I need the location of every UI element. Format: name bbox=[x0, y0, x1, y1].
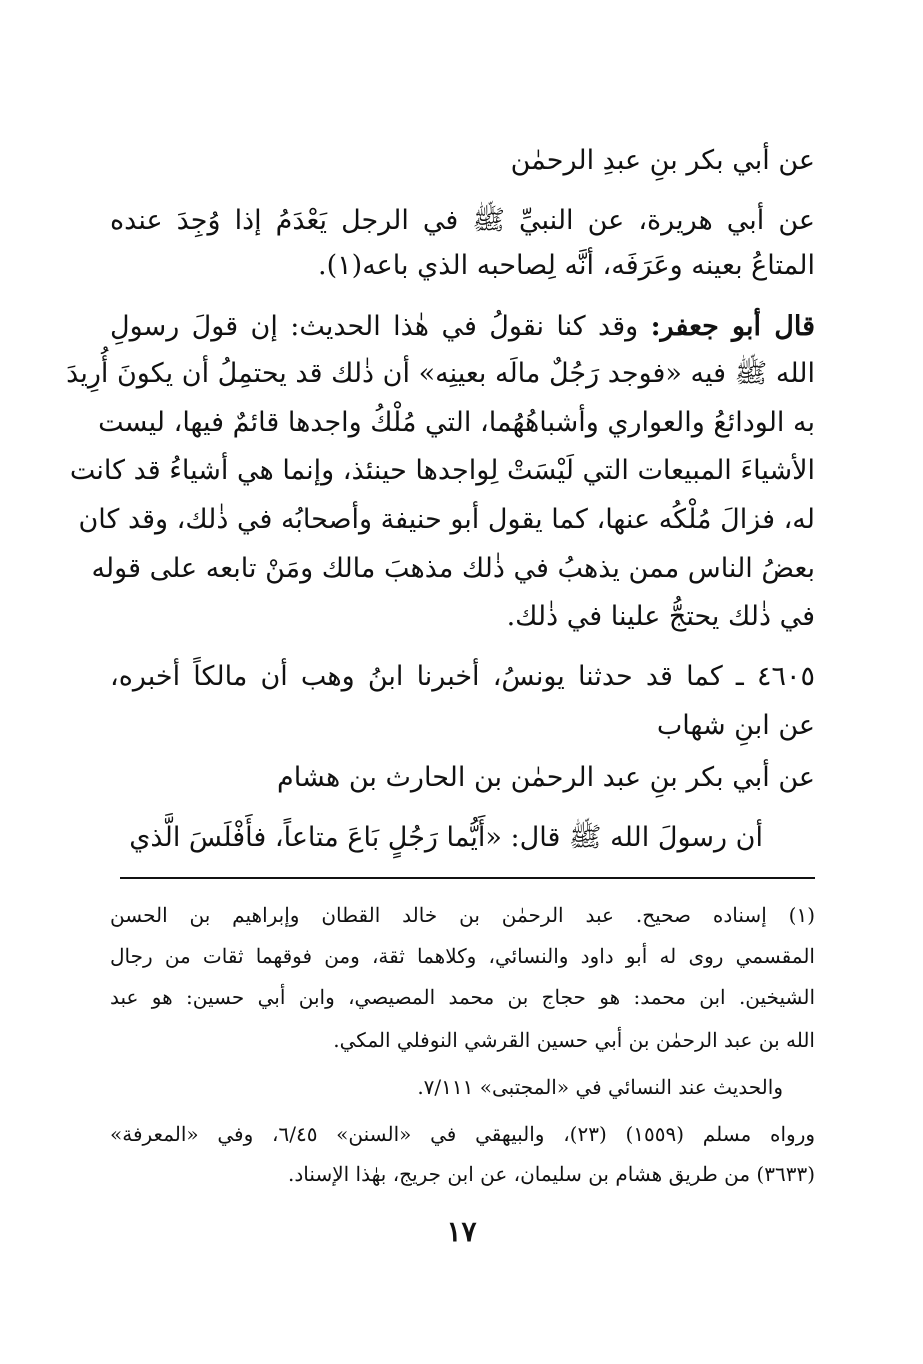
footnote-line: ورواه مسلم (١٥٥٩) (٢٣)، والبيهقي في «السنن» ٦/٤٥، وفي «المعرفة» bbox=[110, 1122, 816, 1146]
footnote-line: الله بن عبد الرحمٰن بن أبي حسين القرشي النوفلي المكي. bbox=[333, 1028, 815, 1052]
commentary-line: في ذٰلك يحتجُّ علينا في ذٰلك. bbox=[506, 601, 815, 632]
commentary-line: بعضُ الناس ممن يذهبُ في ذٰلك مذهبَ مالك ومَنْ تابعه على قوله bbox=[91, 553, 815, 584]
isnad-line: عن ابنِ شهاب bbox=[656, 710, 815, 741]
page-number: ١٧ bbox=[446, 1215, 477, 1248]
hadith-text-line: عن أبي هريرة، عن النبيِّ ﷺ في الرجل يَعْدَمُ إذا وُجِدَ عنده bbox=[110, 205, 815, 236]
commentary-line: الله ﷺ فيه «فوجد رَجُلٌ مالَه بعينِه» أن ذٰلك قد يحتمِلُ أن يكونَ أُرِيدَ bbox=[66, 358, 815, 389]
footnote-divider bbox=[120, 877, 815, 879]
hadith-text-line: المتاعُ بعينه وعَرَفَه، أنَّه لِصاحبه الذي باعه(١). bbox=[318, 250, 815, 281]
footnote-line: (١) إسناده صحيح. عبد الرحمٰن بن خالد القطان وإبراهيم بن الحسن bbox=[110, 903, 815, 927]
footnote-line: الشيخين. ابن محمد: هو حجاج بن محمد المصيصي، وابن أبي حسين: هو عبد bbox=[110, 985, 815, 1009]
footnote-line: والحديث عند النسائي في «المجتبى» ٧/١١١. bbox=[417, 1075, 783, 1099]
commentary-line: الأشياءَ المبيعات التي لَيْسَتْ لِواجدها حينئذ، وإنما هي أشياءُ قد كانت bbox=[69, 455, 815, 486]
commentary-line: به الودائعُ والعواري وأشباهُهُما، التي مُلْكُ واجدها قائمٌ فيها، ليست bbox=[98, 407, 815, 438]
hadith-text-line: أن رسولَ الله ﷺ قال: «أَيُّما رَجُلٍ بَاعَ متاعاً، فأَفْلَسَ الَّذي bbox=[129, 822, 763, 853]
footnote-line: المقسمي روى له أبو داود والنسائي، وكلاهما ثقة، ومن فوقهما ثقات من رجال bbox=[110, 944, 815, 968]
commentary-line bbox=[110, 313, 815, 340]
isnad-line: عن أبي بكر بنِ عبدِ الرحمٰن bbox=[510, 145, 815, 176]
hadith-number-line: ٤٦٠٥ ـ كما قد حدثنا يونسُ، أخبرنا ابنُ وهب أن مالكاً أخبره، bbox=[110, 661, 815, 692]
isnad-line: عن أبي بكر بنِ عبد الرحمٰن بن الحارث بن هشام bbox=[277, 762, 815, 793]
commentary-text: وقد كنا نقولُ في هٰذا الحديث: إن قولَ رسولِ bbox=[110, 311, 651, 342]
footnote-line: (٣٦٣٣) من طريق هشام بن سليمان، عن ابن جريج، بهٰذا الإسناد. bbox=[288, 1162, 815, 1186]
commentary-line: له، فزالَ مُلْكُه عنها، كما يقول أبو حنيفة وأصحابُه في ذٰلك، وقد كان bbox=[78, 504, 815, 535]
speaker-label: قال أبو جعفر: bbox=[650, 311, 815, 342]
